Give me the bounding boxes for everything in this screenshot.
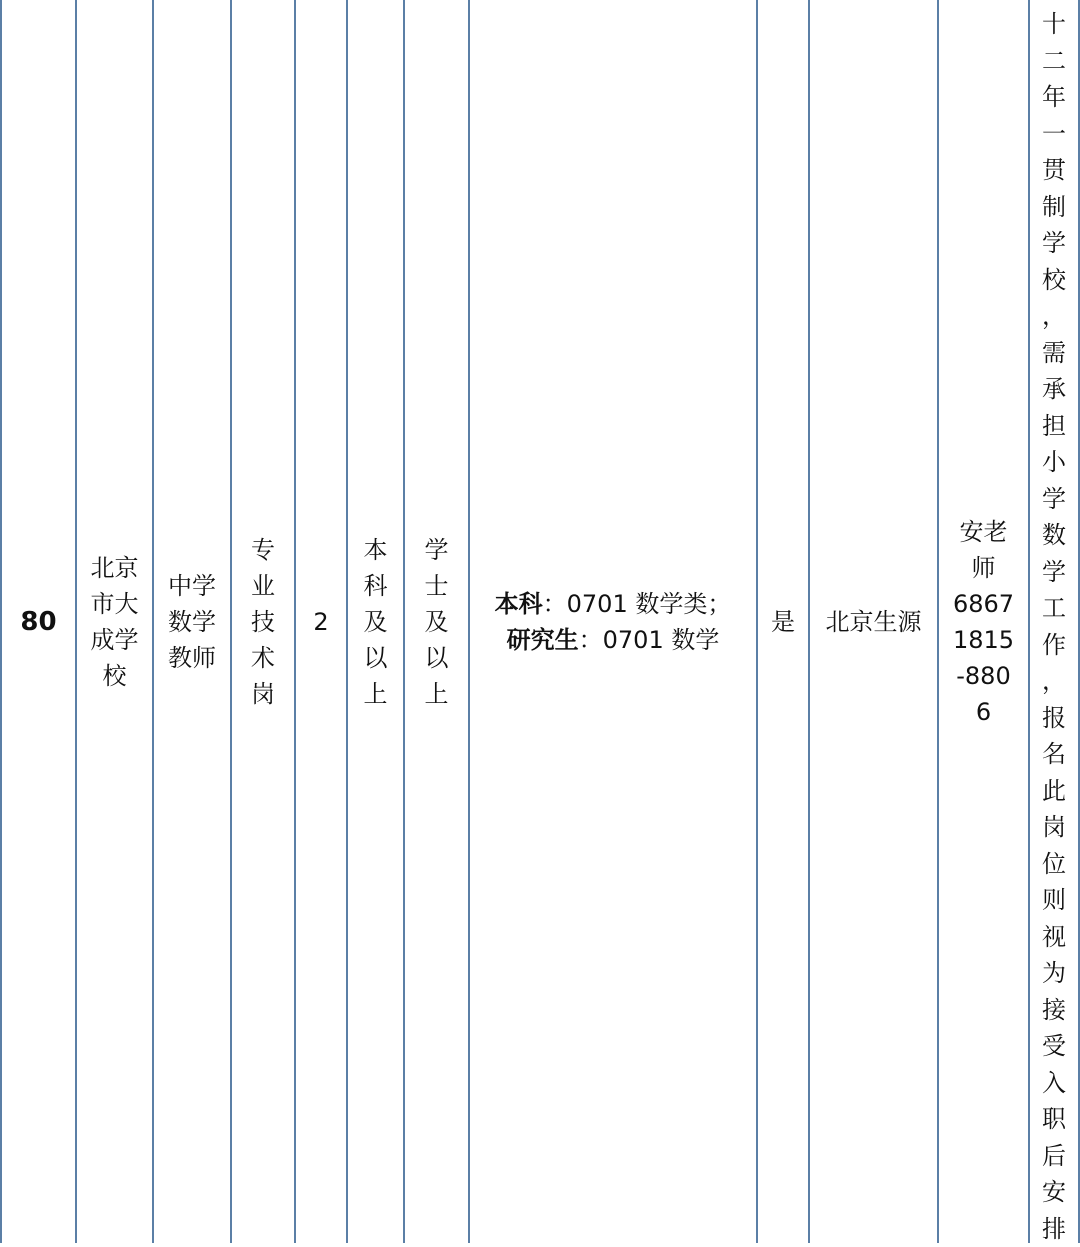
major-requirements [495,586,732,658]
post-type: 专 业 技 术 岗 [251,535,275,708]
headcount-cell [294,0,346,1243]
note-cell [1028,0,1080,1243]
employer-name: 北京 市大 成学 校 [90,553,139,690]
major-grad-label: 研究生 [506,625,579,654]
degree-cell [403,0,468,1243]
applicant-source: 北京生源 [825,607,922,636]
flag-cell [756,0,808,1243]
major-cell [468,0,756,1243]
post-name-cell [152,0,230,1243]
post-type-cell [230,0,294,1243]
note-text: 十 二 年 一 贯 制 学 校 ， 需 承 担 小 学 数 学 工 作 ， 报 名 此 岗 位 则 视 为 接 受 入 职 后 安 排 [1042,10,1066,1243]
headcount: 2 [313,607,329,636]
degree-requirement: 学 士 及 以 上 [424,535,449,708]
major-undergrad-label: 本科 [494,589,543,618]
post-name: 中学 数学 教师 [168,571,216,672]
contact-info: 安老 师 6867 1815 -880 6 [952,517,1015,726]
row-number-cell [0,0,75,1243]
row-number: 80 [20,606,57,637]
major-undergrad-value: ：0701 数学类； [542,589,732,618]
major-grad-value: ：0701 数学 [578,625,720,654]
major-undergrad [495,586,732,622]
flag-value: 是 [771,607,795,636]
source-cell [808,0,937,1243]
contact-cell [937,0,1028,1243]
major-grad [495,622,732,658]
employer-cell [75,0,152,1243]
education-cell [346,0,403,1243]
education-requirement: 本 科 及 以 上 [363,535,388,708]
